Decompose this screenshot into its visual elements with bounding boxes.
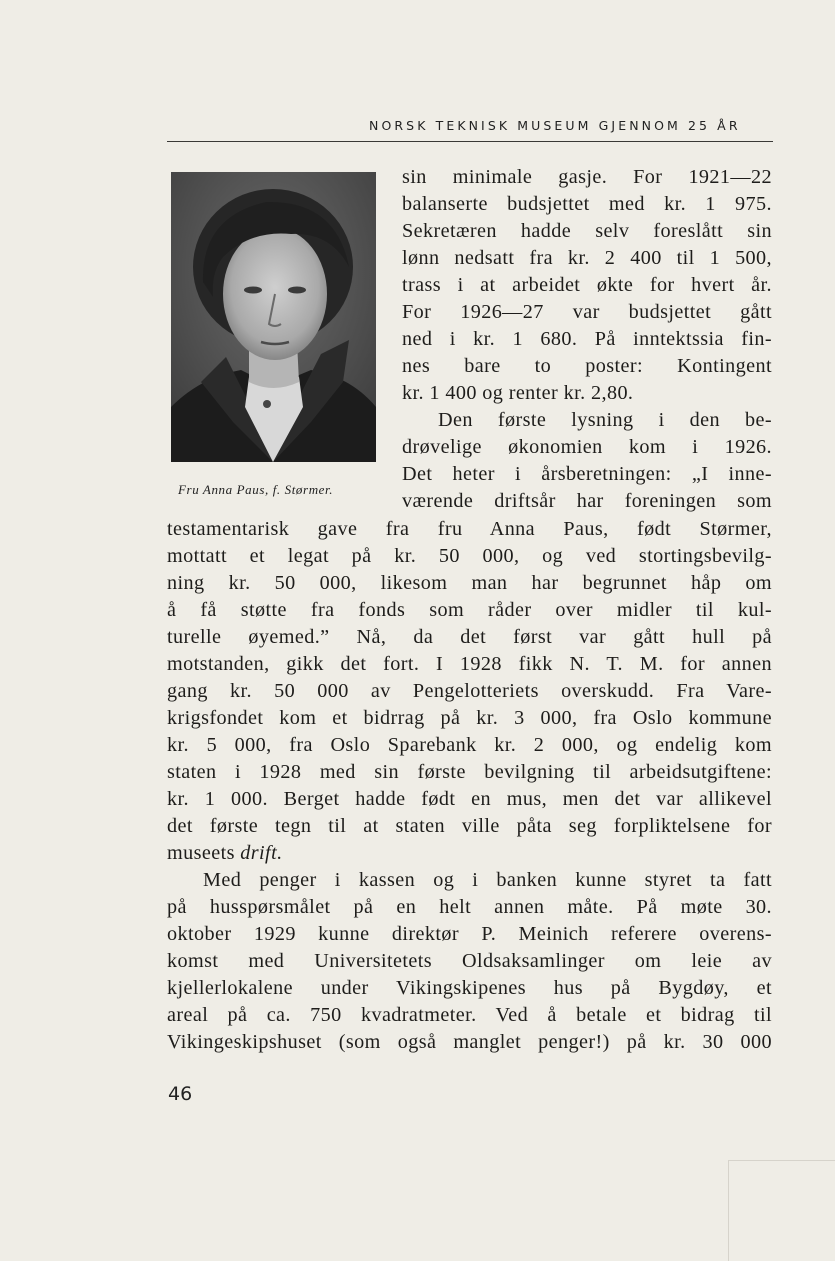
text-line: oktober 1929 kunne direktør P. Meinich referere overens- <box>167 923 772 945</box>
text-line: Den første lysning i den be- <box>438 409 772 431</box>
scan-edge <box>728 1160 835 1161</box>
text-line: balanserte budsjettet med kr. 1 975. <box>402 193 772 215</box>
text-line: kr. 1 400 og renter kr. 2,80. <box>402 382 634 404</box>
running-header: NORSK TEKNISK MUSEUM GJENNOM 25 ÅR <box>369 118 741 133</box>
text-line: Sekretæren hadde selv foreslått sin <box>402 220 772 242</box>
text-line: areal på ca. 750 kvadratmeter. Ved å betale et bidrag til <box>167 1004 772 1026</box>
text-line: ned i kr. 1 680. På inntektssia fin- <box>402 328 772 350</box>
header-rule <box>167 141 773 142</box>
text-line: komst med Universitetets Oldsaksamlinger om leie av <box>167 950 772 972</box>
text-line: nes bare to poster: Kontingent <box>402 355 772 377</box>
text-line: testamentarisk gave fra fru Anna Paus, født Størmer, <box>167 518 772 540</box>
photo-caption: Fru Anna Paus, f. Størmer. <box>178 482 334 497</box>
text-line: Det heter i årsberetningen: „I inne- <box>402 463 772 485</box>
portrait-photo <box>171 172 376 462</box>
text-line: drøvelige økonomien kom i 1926. <box>402 436 772 458</box>
text-line: krigsfondet kom et bidrrag på kr. 3 000, fra Oslo kommune <box>167 707 772 729</box>
text-line: kjellerlokalene under Vikingskipenes hus på Bygdøy, et <box>167 977 772 999</box>
text-line: Vikingeskipshuset (som også manglet penger!) på kr. 30 000 <box>167 1031 772 1053</box>
text-line: sin minimale gasje. For 1921—22 <box>402 166 772 188</box>
text-line: værende driftsår har foreningen som <box>402 490 772 512</box>
text-line: turelle øyemed.” Nå, da det først var gått hull på <box>167 626 772 648</box>
emphasis-word: drift. <box>240 842 283 864</box>
text-line: det første tegn til at staten ville påta seg forpliktelsene for <box>167 815 772 837</box>
text-line: mottatt et legat på kr. 50 000, og ved stortingsbevilg- <box>167 545 772 567</box>
page-number: 46 <box>168 1083 193 1105</box>
text-line-start: museets <box>167 842 235 864</box>
text-line: kr. 1 000. Berget hadde født en mus, men det var allikevel <box>167 788 772 810</box>
text-line: å få støtte fra fonds som råder over midler til kul- <box>167 599 772 621</box>
text-line: ning kr. 50 000, likesom man har begrunnet håp om <box>167 572 772 594</box>
text-line: trass i at arbeidet økte for hvert år. <box>402 274 772 296</box>
text-line: gang kr. 50 000 av Pengelotteriets overskudd. Fra Vare- <box>167 680 772 702</box>
text-line: kr. 5 000, fra Oslo Sparebank kr. 2 000, og endelig kom <box>167 734 772 756</box>
text-line: motstanden, gikk det fort. I 1928 fikk N. T. M. for annen <box>167 653 772 675</box>
text-line <box>167 840 772 867</box>
text-line: staten i 1928 med sin første bevilgning til arbeidsutgiftene: <box>167 761 772 783</box>
scan-edge <box>728 1160 729 1261</box>
text-line: på husspørsmålet på en helt annen måte. På møte 30. <box>167 896 772 918</box>
text-line: Med penger i kassen og i banken kunne styret ta fatt <box>203 869 772 891</box>
text-line: For 1926—27 var budsjettet gått <box>402 301 772 323</box>
text-line: lønn nedsatt fra kr. 2 400 til 1 500, <box>402 247 772 269</box>
portrait-illustration <box>171 172 376 462</box>
